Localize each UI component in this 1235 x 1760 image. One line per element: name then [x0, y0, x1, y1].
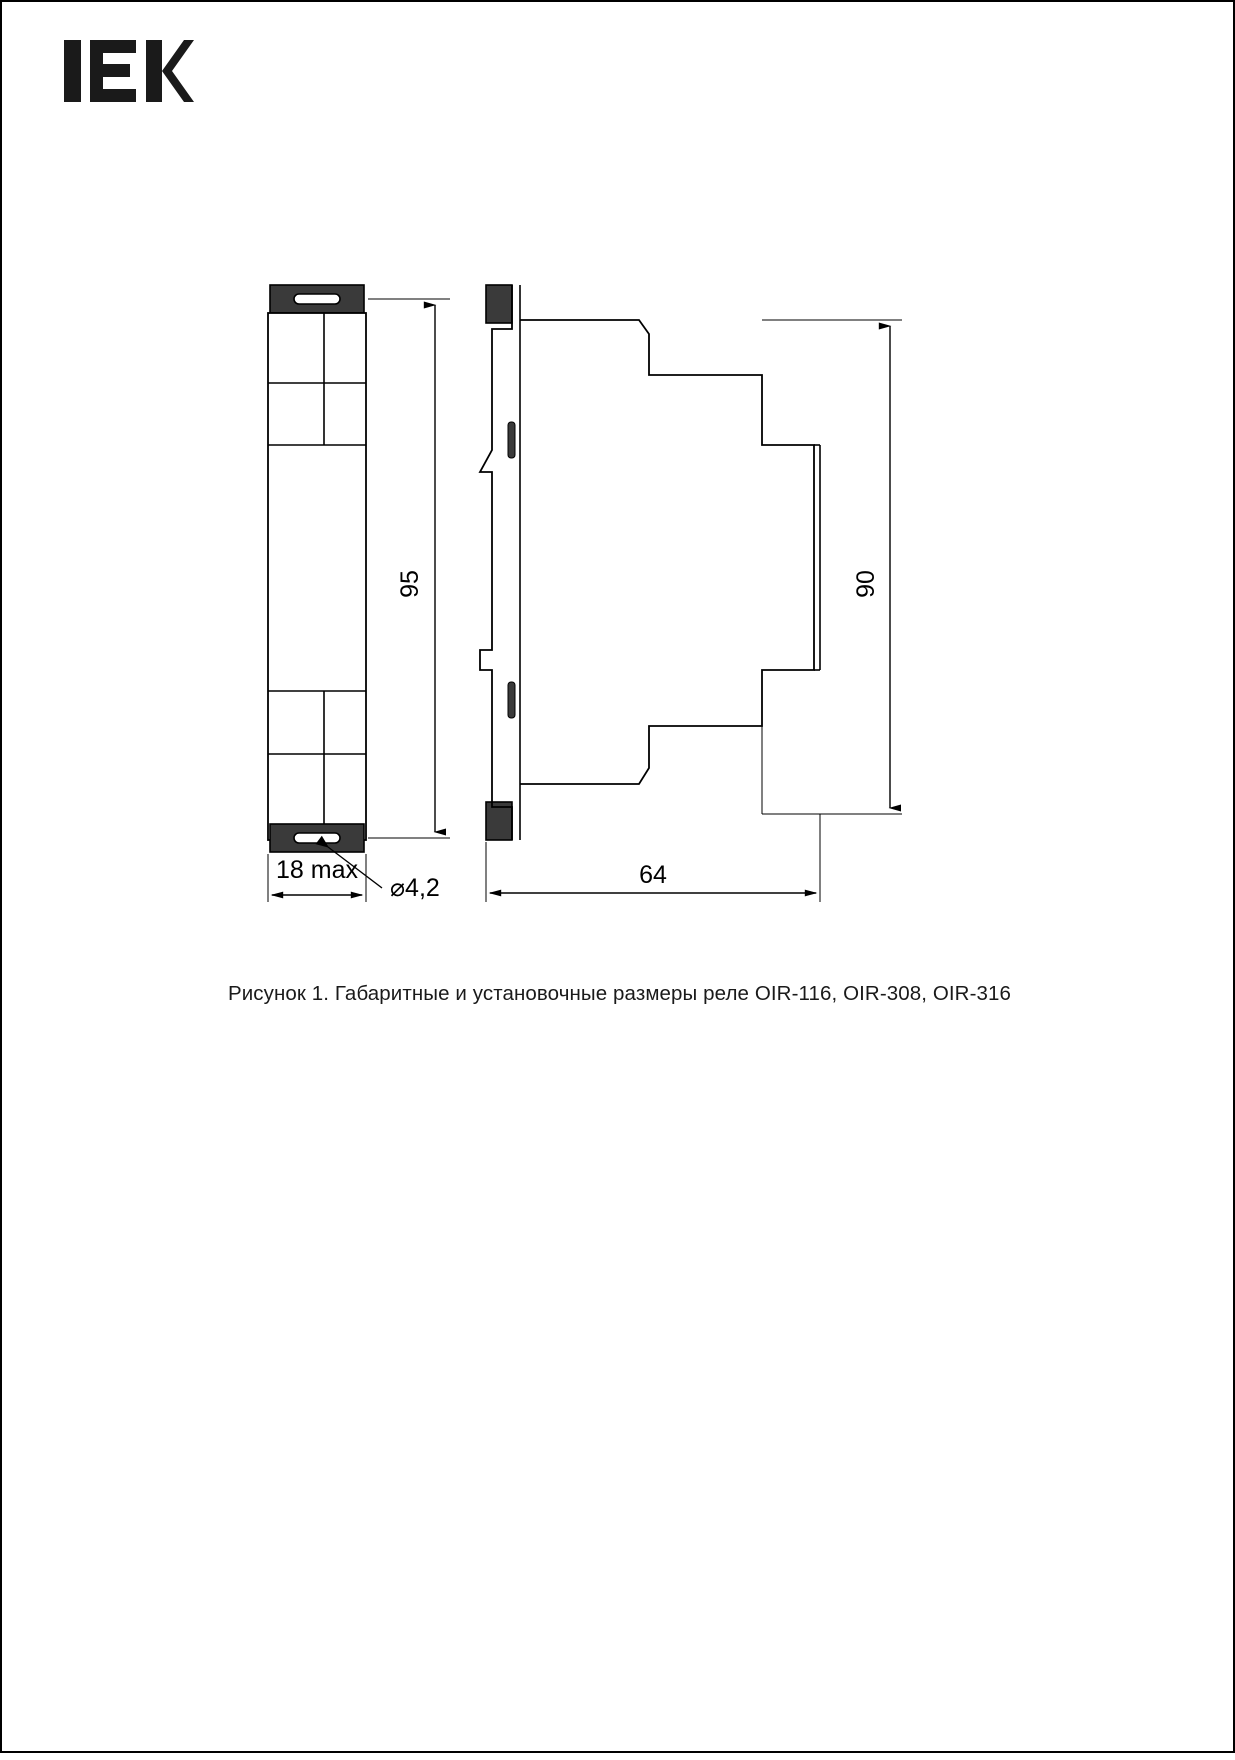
technical-drawing [2, 2, 1235, 1755]
dimension-label-18max: 18 max [276, 856, 358, 884]
dimension-label-diameter: ⌀4,2 [390, 874, 440, 902]
dimension-label-64: 64 [639, 861, 667, 889]
figure-caption: Рисунок 1. Габаритные и установочные размеры реле OIR-116, OIR-308, OIR-316 [227, 982, 1012, 1005]
dimension-label-90: 90 [852, 570, 880, 598]
dimension-label-95: 95 [396, 570, 424, 598]
